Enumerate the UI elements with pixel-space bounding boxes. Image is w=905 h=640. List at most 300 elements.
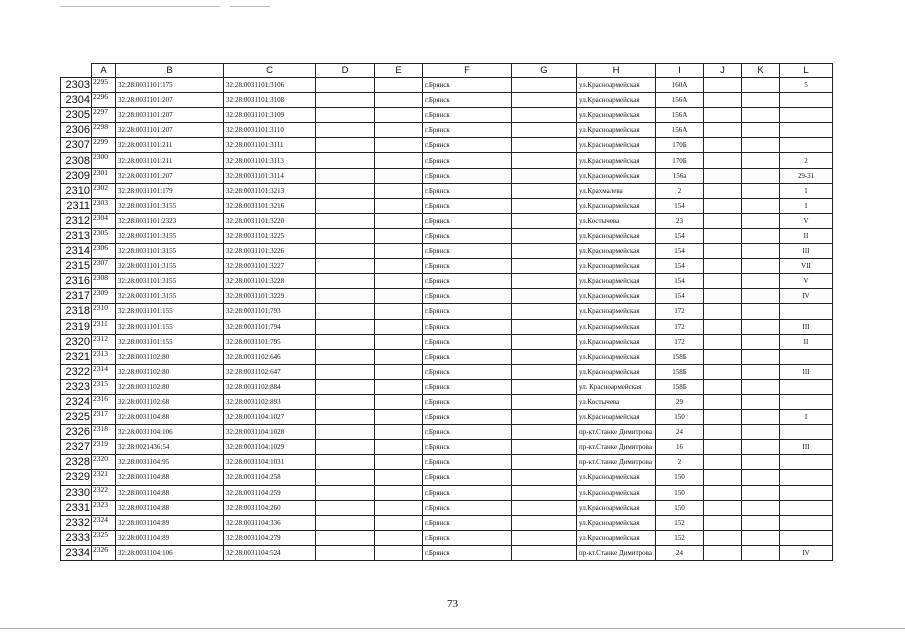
cell-i[interactable]: 172 <box>656 334 704 349</box>
cell-h[interactable]: ул.Красноармейская <box>577 304 656 319</box>
cell-f[interactable]: г.Брянск <box>423 153 512 168</box>
cell-h[interactable]: ул.Красноармейская <box>577 228 656 243</box>
row-number[interactable]: 2320 <box>61 334 92 349</box>
cell-d[interactable] <box>316 198 375 213</box>
row-number[interactable]: 2333 <box>61 530 92 545</box>
cell-e[interactable] <box>375 93 423 108</box>
cell-f[interactable]: г.Брянск <box>423 168 512 183</box>
cell-k[interactable] <box>742 470 780 485</box>
column-header-d[interactable]: D <box>316 64 375 78</box>
cell-k[interactable] <box>742 515 780 530</box>
cell-l[interactable] <box>780 108 833 123</box>
row-number[interactable]: 2331 <box>61 500 92 515</box>
cell-e[interactable] <box>375 349 423 364</box>
cell-l[interactable]: III <box>780 319 833 334</box>
cell-g[interactable] <box>512 304 577 319</box>
cell-e[interactable] <box>375 138 423 153</box>
cell-k[interactable] <box>742 304 780 319</box>
cell-j[interactable] <box>704 410 742 425</box>
cell-i[interactable]: 156А <box>656 123 704 138</box>
cell-j[interactable] <box>704 183 742 198</box>
cell-g[interactable] <box>512 213 577 228</box>
cell-g[interactable] <box>512 364 577 379</box>
cell-l[interactable]: III <box>780 244 833 259</box>
cell-c[interactable]: 32:28:0031102:884 <box>224 379 316 394</box>
cell-i[interactable]: 154 <box>656 244 704 259</box>
cell-l[interactable]: 5 <box>780 78 833 93</box>
column-header-g[interactable]: G <box>512 64 577 78</box>
cell-h[interactable]: ул.Красноармейская <box>577 289 656 304</box>
cell-c[interactable]: 32:28:0031101:3225 <box>224 228 316 243</box>
cell-c[interactable]: 32:28:0031101:3113 <box>224 153 316 168</box>
column-header-c[interactable]: C <box>224 64 316 78</box>
cell-c[interactable]: 32:28:0031101:3108 <box>224 93 316 108</box>
row-number[interactable]: 2325 <box>61 410 92 425</box>
cell-g[interactable] <box>512 228 577 243</box>
cell-k[interactable] <box>742 168 780 183</box>
cell-l[interactable] <box>780 138 833 153</box>
cell-e[interactable] <box>375 470 423 485</box>
cell-l[interactable]: 29-31 <box>780 168 833 183</box>
cell-a[interactable]: 2322 <box>92 485 116 500</box>
cell-h[interactable]: ул.Красноармейская <box>577 530 656 545</box>
cell-l[interactable]: VII <box>780 259 833 274</box>
cell-i[interactable]: 16 <box>656 440 704 455</box>
cell-a[interactable]: 2306 <box>92 244 116 259</box>
cell-k[interactable] <box>742 334 780 349</box>
cell-g[interactable] <box>512 394 577 409</box>
cell-g[interactable] <box>512 93 577 108</box>
cell-i[interactable]: 23 <box>656 213 704 228</box>
cell-a[interactable]: 2319 <box>92 440 116 455</box>
row-number[interactable]: 2324 <box>61 394 92 409</box>
cell-c[interactable]: 32:28:0031104:1027 <box>224 410 316 425</box>
cell-c[interactable]: 32:28:0031101:793 <box>224 304 316 319</box>
cell-j[interactable] <box>704 379 742 394</box>
cell-b[interactable]: 32:28:0031102:80 <box>116 379 224 394</box>
cell-e[interactable] <box>375 198 423 213</box>
cell-c[interactable]: 32:28:0031101:3226 <box>224 244 316 259</box>
cell-j[interactable] <box>704 213 742 228</box>
cell-i[interactable]: 158Б <box>656 349 704 364</box>
column-header-i[interactable]: I <box>656 64 704 78</box>
cell-g[interactable] <box>512 334 577 349</box>
cell-i[interactable]: 170Б <box>656 138 704 153</box>
cell-j[interactable] <box>704 274 742 289</box>
cell-c[interactable]: 32:28:0031101:3227 <box>224 259 316 274</box>
cell-c[interactable]: 32:28:0031101:3110 <box>224 123 316 138</box>
cell-a[interactable]: 2297 <box>92 108 116 123</box>
cell-j[interactable] <box>704 470 742 485</box>
cell-h[interactable]: ул.Красноармейская <box>577 274 656 289</box>
cell-d[interactable] <box>316 394 375 409</box>
cell-h[interactable]: ул.Красноармейская <box>577 138 656 153</box>
row-number[interactable]: 2311 <box>61 198 92 213</box>
cell-k[interactable] <box>742 198 780 213</box>
cell-a[interactable]: 2323 <box>92 500 116 515</box>
cell-h[interactable]: пр-кт.Станке Димитрова <box>577 545 656 560</box>
cell-f[interactable]: г.Брянск <box>423 138 512 153</box>
cell-d[interactable] <box>316 123 375 138</box>
cell-e[interactable] <box>375 334 423 349</box>
cell-h[interactable]: ул.Красноармейская <box>577 364 656 379</box>
cell-g[interactable] <box>512 138 577 153</box>
cell-g[interactable] <box>512 108 577 123</box>
cell-h[interactable]: пр-кт.Станке Димитрова <box>577 455 656 470</box>
cell-c[interactable]: 32:28:0031104:1028 <box>224 425 316 440</box>
cell-h[interactable]: ул.Красноармейская <box>577 259 656 274</box>
cell-l[interactable] <box>780 515 833 530</box>
cell-l[interactable] <box>780 470 833 485</box>
cell-a[interactable]: 2312 <box>92 334 116 349</box>
cell-c[interactable]: 32:28:0031101:794 <box>224 319 316 334</box>
cell-f[interactable]: г.Брянск <box>423 213 512 228</box>
cell-g[interactable] <box>512 379 577 394</box>
cell-e[interactable] <box>375 410 423 425</box>
cell-c[interactable]: 32:28:0031104:336 <box>224 515 316 530</box>
column-header-f[interactable]: F <box>423 64 512 78</box>
cell-g[interactable] <box>512 349 577 364</box>
cell-d[interactable] <box>316 274 375 289</box>
cell-b[interactable]: 32:28:0031101:3155 <box>116 274 224 289</box>
cell-l[interactable] <box>780 349 833 364</box>
cell-c[interactable]: 32:28:0031101:3228 <box>224 274 316 289</box>
cell-g[interactable] <box>512 530 577 545</box>
cell-e[interactable] <box>375 153 423 168</box>
cell-d[interactable] <box>316 349 375 364</box>
cell-h[interactable]: ул.Красноармейская <box>577 334 656 349</box>
cell-i[interactable]: 158Б <box>656 379 704 394</box>
cell-a[interactable]: 2318 <box>92 425 116 440</box>
cell-k[interactable] <box>742 394 780 409</box>
cell-b[interactable]: 32:28:0031101:3155 <box>116 289 224 304</box>
cell-e[interactable] <box>375 228 423 243</box>
cell-j[interactable] <box>704 455 742 470</box>
cell-g[interactable] <box>512 500 577 515</box>
cell-d[interactable] <box>316 334 375 349</box>
cell-c[interactable]: 32:28:0031104:1031 <box>224 455 316 470</box>
cell-b[interactable]: 32:28:0031104:95 <box>116 455 224 470</box>
cell-k[interactable] <box>742 379 780 394</box>
cell-e[interactable] <box>375 319 423 334</box>
cell-d[interactable] <box>316 530 375 545</box>
cell-f[interactable]: г.Брянск <box>423 289 512 304</box>
cell-b[interactable]: 32:28:0031101:3155 <box>116 259 224 274</box>
cell-d[interactable] <box>316 304 375 319</box>
cell-i[interactable]: 160А <box>656 78 704 93</box>
cell-e[interactable] <box>375 259 423 274</box>
cell-g[interactable] <box>512 289 577 304</box>
cell-b[interactable]: 32:28:0031101:3155 <box>116 228 224 243</box>
cell-c[interactable]: 32:28:0031101:3106 <box>224 78 316 93</box>
cell-h[interactable]: ул.Красноармейская <box>577 244 656 259</box>
cell-d[interactable] <box>316 153 375 168</box>
cell-b[interactable]: 32:28:0031104:106 <box>116 425 224 440</box>
cell-g[interactable] <box>512 485 577 500</box>
cell-k[interactable] <box>742 93 780 108</box>
cell-f[interactable]: г.Брянск <box>423 259 512 274</box>
cell-f[interactable]: г.Брянск <box>423 319 512 334</box>
column-header-h[interactable]: H <box>577 64 656 78</box>
cell-e[interactable] <box>375 394 423 409</box>
cell-l[interactable]: I <box>780 198 833 213</box>
cell-a[interactable]: 2321 <box>92 470 116 485</box>
cell-a[interactable]: 2303 <box>92 198 116 213</box>
cell-j[interactable] <box>704 259 742 274</box>
cell-k[interactable] <box>742 108 780 123</box>
cell-g[interactable] <box>512 168 577 183</box>
cell-l[interactable]: V <box>780 213 833 228</box>
cell-l[interactable] <box>780 394 833 409</box>
cell-l[interactable]: IV <box>780 545 833 560</box>
cell-h[interactable]: ул.Красноармейская <box>577 78 656 93</box>
cell-c[interactable]: 32:28:0031101:3216 <box>224 198 316 213</box>
cell-h[interactable]: ул.Красноармейская <box>577 515 656 530</box>
cell-l[interactable] <box>780 123 833 138</box>
cell-i[interactable]: 154 <box>656 228 704 243</box>
cell-h[interactable]: пр-кт.Станке Димитрова <box>577 440 656 455</box>
cell-b[interactable]: 32:28:0031104:89 <box>116 515 224 530</box>
cell-b[interactable]: 32:28:0031102:80 <box>116 364 224 379</box>
cell-d[interactable] <box>316 138 375 153</box>
cell-i[interactable]: 152 <box>656 515 704 530</box>
cell-j[interactable] <box>704 198 742 213</box>
cell-i[interactable]: 29 <box>656 394 704 409</box>
cell-a[interactable]: 2315 <box>92 379 116 394</box>
cell-j[interactable] <box>704 78 742 93</box>
cell-d[interactable] <box>316 455 375 470</box>
cell-e[interactable] <box>375 123 423 138</box>
cell-j[interactable] <box>704 228 742 243</box>
cell-g[interactable] <box>512 440 577 455</box>
row-number[interactable]: 2316 <box>61 274 92 289</box>
cell-c[interactable]: 32:28:0031101:795 <box>224 334 316 349</box>
cell-f[interactable]: г.Брянск <box>423 379 512 394</box>
cell-h[interactable]: ул.Костычева <box>577 394 656 409</box>
cell-i[interactable]: 150 <box>656 500 704 515</box>
cell-d[interactable] <box>316 228 375 243</box>
cell-e[interactable] <box>375 274 423 289</box>
cell-i[interactable]: 172 <box>656 319 704 334</box>
cell-c[interactable]: 32:28:0031101:3213 <box>224 183 316 198</box>
cell-j[interactable] <box>704 304 742 319</box>
cell-c[interactable]: 32:28:0031102:646 <box>224 349 316 364</box>
row-number[interactable]: 2334 <box>61 545 92 560</box>
cell-b[interactable]: 32:28:0031104:88 <box>116 410 224 425</box>
cell-d[interactable] <box>316 500 375 515</box>
cell-e[interactable] <box>375 545 423 560</box>
cell-f[interactable]: г.Брянск <box>423 440 512 455</box>
cell-e[interactable] <box>375 213 423 228</box>
cell-d[interactable] <box>316 289 375 304</box>
row-number[interactable]: 2319 <box>61 319 92 334</box>
cell-b[interactable]: 32:28:0031102:80 <box>116 349 224 364</box>
cell-f[interactable]: г.Брянск <box>423 334 512 349</box>
row-number[interactable]: 2307 <box>61 138 92 153</box>
cell-k[interactable] <box>742 289 780 304</box>
cell-c[interactable]: 32:28:0031104:260 <box>224 500 316 515</box>
row-number[interactable]: 2317 <box>61 289 92 304</box>
row-number[interactable]: 2312 <box>61 213 92 228</box>
cell-k[interactable] <box>742 228 780 243</box>
cell-a[interactable]: 2314 <box>92 364 116 379</box>
cell-b[interactable]: 32:28:0031101:207 <box>116 168 224 183</box>
cell-a[interactable]: 2310 <box>92 304 116 319</box>
cell-b[interactable]: 32:28:0031104:88 <box>116 500 224 515</box>
cell-d[interactable] <box>316 515 375 530</box>
cell-k[interactable] <box>742 364 780 379</box>
row-number[interactable]: 2304 <box>61 93 92 108</box>
cell-a[interactable]: 2309 <box>92 289 116 304</box>
cell-f[interactable]: г.Брянск <box>423 123 512 138</box>
cell-f[interactable]: г.Брянск <box>423 93 512 108</box>
cell-d[interactable] <box>316 440 375 455</box>
cell-k[interactable] <box>742 319 780 334</box>
cell-e[interactable] <box>375 168 423 183</box>
cell-i[interactable]: 154 <box>656 198 704 213</box>
cell-b[interactable]: 32:28:0031101:207 <box>116 123 224 138</box>
cell-f[interactable]: г.Брянск <box>423 470 512 485</box>
cell-a[interactable]: 2299 <box>92 138 116 153</box>
cell-f[interactable]: г.Брянск <box>423 304 512 319</box>
cell-l[interactable]: III <box>780 364 833 379</box>
cell-b[interactable]: 32:28:0031101:211 <box>116 138 224 153</box>
cell-h[interactable]: ул.Крахмалева <box>577 183 656 198</box>
column-header-k[interactable]: K <box>742 64 780 78</box>
cell-a[interactable]: 2311 <box>92 319 116 334</box>
cell-f[interactable]: г.Брянск <box>423 228 512 243</box>
cell-i[interactable]: 154 <box>656 289 704 304</box>
cell-d[interactable] <box>316 78 375 93</box>
cell-g[interactable] <box>512 545 577 560</box>
cell-j[interactable] <box>704 93 742 108</box>
cell-f[interactable]: г.Брянск <box>423 545 512 560</box>
cell-i[interactable]: 2 <box>656 183 704 198</box>
cell-d[interactable] <box>316 425 375 440</box>
cell-l[interactable] <box>780 530 833 545</box>
cell-a[interactable]: 2301 <box>92 168 116 183</box>
cell-j[interactable] <box>704 545 742 560</box>
cell-h[interactable]: пр-кт.Станке Димитрова <box>577 425 656 440</box>
cell-h[interactable]: ул.Костычева <box>577 213 656 228</box>
row-number[interactable]: 2327 <box>61 440 92 455</box>
cell-l[interactable]: II <box>780 228 833 243</box>
cell-g[interactable] <box>512 274 577 289</box>
cell-k[interactable] <box>742 485 780 500</box>
cell-k[interactable] <box>742 244 780 259</box>
cell-h[interactable]: ул.Красноармейская <box>577 168 656 183</box>
cell-c[interactable]: 32:28:0031104:279 <box>224 530 316 545</box>
cell-g[interactable] <box>512 78 577 93</box>
cell-h[interactable]: ул.Красноармейская <box>577 123 656 138</box>
cell-k[interactable] <box>742 259 780 274</box>
cell-c[interactable]: 32:28:0031104:524 <box>224 545 316 560</box>
cell-i[interactable]: 24 <box>656 545 704 560</box>
cell-e[interactable] <box>375 485 423 500</box>
cell-j[interactable] <box>704 394 742 409</box>
cell-b[interactable]: 32:28:0031101:179 <box>116 183 224 198</box>
row-number[interactable]: 2323 <box>61 379 92 394</box>
cell-c[interactable]: 32:28:0031102:647 <box>224 364 316 379</box>
cell-b[interactable]: 32:28:0031101:207 <box>116 93 224 108</box>
cell-j[interactable] <box>704 319 742 334</box>
cell-f[interactable]: г.Брянск <box>423 183 512 198</box>
cell-j[interactable] <box>704 530 742 545</box>
cell-d[interactable] <box>316 545 375 560</box>
row-number[interactable]: 2332 <box>61 515 92 530</box>
cell-j[interactable] <box>704 168 742 183</box>
cell-l[interactable]: II <box>780 334 833 349</box>
cell-i[interactable]: 150 <box>656 410 704 425</box>
row-number[interactable]: 2314 <box>61 244 92 259</box>
cell-d[interactable] <box>316 410 375 425</box>
cell-j[interactable] <box>704 244 742 259</box>
cell-b[interactable]: 32:28:0031104:106 <box>116 545 224 560</box>
cell-f[interactable]: г.Брянск <box>423 364 512 379</box>
cell-k[interactable] <box>742 213 780 228</box>
cell-a[interactable]: 2307 <box>92 259 116 274</box>
row-number[interactable]: 2308 <box>61 153 92 168</box>
column-header-b[interactable]: B <box>116 64 224 78</box>
row-number[interactable]: 2322 <box>61 364 92 379</box>
cell-g[interactable] <box>512 319 577 334</box>
cell-g[interactable] <box>512 244 577 259</box>
cell-k[interactable] <box>742 455 780 470</box>
cell-h[interactable]: ул.Красноармейская <box>577 470 656 485</box>
cell-f[interactable]: г.Брянск <box>423 349 512 364</box>
cell-k[interactable] <box>742 440 780 455</box>
column-header-e[interactable]: E <box>375 64 423 78</box>
cell-l[interactable] <box>780 379 833 394</box>
cell-f[interactable]: г.Брянск <box>423 198 512 213</box>
cell-h[interactable]: ул.Красноармейская <box>577 349 656 364</box>
cell-f[interactable]: г.Брянск <box>423 425 512 440</box>
cell-b[interactable]: 32:28:0031101:3155 <box>116 244 224 259</box>
cell-c[interactable]: 32:28:0031101:3220 <box>224 213 316 228</box>
cell-l[interactable] <box>780 485 833 500</box>
cell-f[interactable]: г.Брянск <box>423 274 512 289</box>
cell-d[interactable] <box>316 364 375 379</box>
cell-e[interactable] <box>375 425 423 440</box>
cell-i[interactable]: 154 <box>656 274 704 289</box>
cell-i[interactable]: 170Б <box>656 153 704 168</box>
cell-i[interactable]: 156А <box>656 93 704 108</box>
cell-j[interactable] <box>704 334 742 349</box>
cell-k[interactable] <box>742 530 780 545</box>
cell-h[interactable]: ул. Красноармейская <box>577 379 656 394</box>
cell-l[interactable] <box>780 455 833 470</box>
cell-k[interactable] <box>742 545 780 560</box>
cell-j[interactable] <box>704 108 742 123</box>
cell-c[interactable]: 32:28:0031101:3229 <box>224 289 316 304</box>
cell-k[interactable] <box>742 410 780 425</box>
cell-f[interactable]: г.Брянск <box>423 410 512 425</box>
row-number[interactable]: 2315 <box>61 259 92 274</box>
cell-h[interactable]: ул.Красноармейская <box>577 93 656 108</box>
cell-l[interactable]: 2 <box>780 153 833 168</box>
cell-h[interactable]: ул.Красноармейская <box>577 410 656 425</box>
cell-l[interactable] <box>780 500 833 515</box>
cell-i[interactable]: 154 <box>656 259 704 274</box>
cell-i[interactable]: 156а <box>656 168 704 183</box>
cell-e[interactable] <box>375 500 423 515</box>
cell-h[interactable]: ул.Красноармейская <box>577 319 656 334</box>
cell-i[interactable]: 150 <box>656 485 704 500</box>
cell-l[interactable]: III <box>780 440 833 455</box>
row-number[interactable]: 2328 <box>61 455 92 470</box>
cell-b[interactable]: 32:28:0031101:155 <box>116 319 224 334</box>
cell-k[interactable] <box>742 183 780 198</box>
